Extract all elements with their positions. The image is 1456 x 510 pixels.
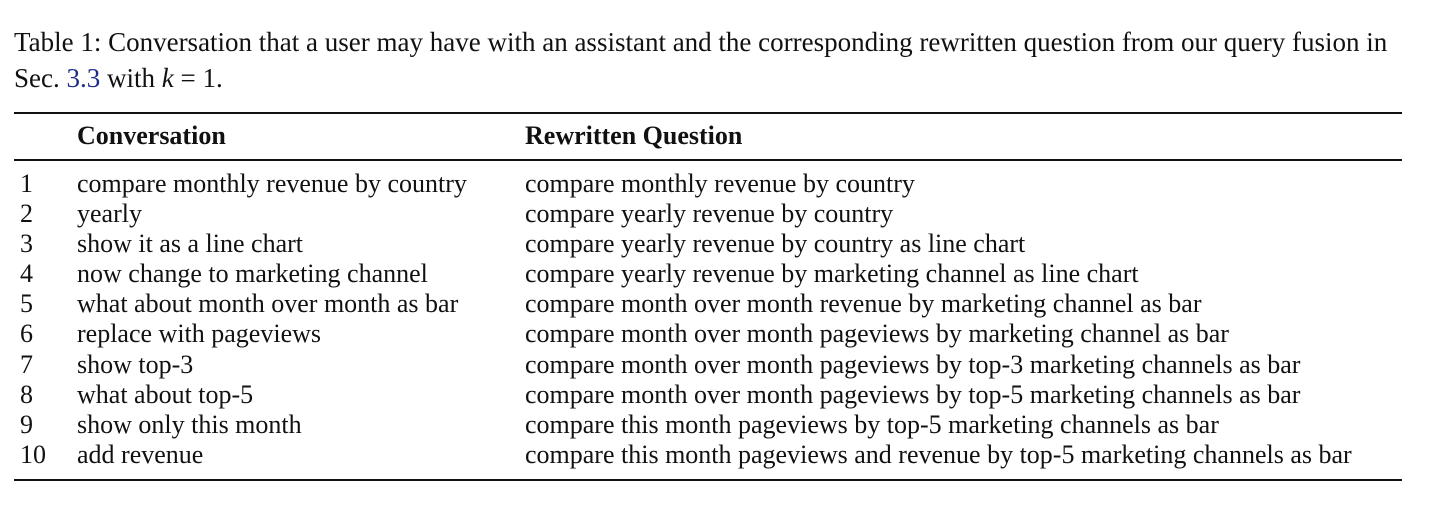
- caption-mid: with: [100, 63, 162, 93]
- table-row: [14, 289, 1402, 319]
- conversation-cell: compare monthly revenue by country: [77, 169, 467, 198]
- table-caption: [14, 24, 1414, 96]
- table-row: [14, 259, 1402, 289]
- rewritten-question-cell: compare yearly revenue by country: [525, 199, 894, 229]
- header-conversation: Conversation: [77, 121, 226, 150]
- rewritten-question-cell: compare this month pageviews and revenue by top-5 marketing channels as bar: [525, 439, 1352, 469]
- table-top-rule: [14, 112, 1402, 114]
- table-row: [14, 440, 1402, 470]
- rewritten-question-cell: compare month over month pageviews by top-5 marketing channels as bar: [525, 379, 1301, 409]
- row-number: 3: [20, 229, 33, 259]
- rewritten-question-cell: compare month over month pageviews by top-3 marketing channels as bar: [525, 349, 1301, 379]
- table-row: [14, 380, 1402, 410]
- table-row: [14, 350, 1402, 380]
- table-row: [14, 319, 1402, 349]
- section-reference-link[interactable]: 3.3: [66, 63, 101, 93]
- row-number: 6: [20, 319, 33, 349]
- table-body: [14, 169, 1402, 470]
- table-row: [14, 199, 1402, 229]
- rewritten-question-cell: compare yearly revenue by country as line chart: [525, 229, 1026, 259]
- rewritten-question-cell: compare monthly revenue by country: [525, 169, 915, 198]
- table-bottom-rule: [14, 479, 1402, 481]
- conversation-cell: show only this month: [77, 409, 302, 439]
- conversation-cell: show it as a line chart: [77, 229, 303, 259]
- conversation-cell: yearly: [77, 199, 142, 229]
- table-row: [14, 410, 1402, 440]
- table-row: [14, 229, 1402, 259]
- rewritten-question-cell: compare this month pageviews by top-5 marketing channels as bar: [525, 409, 1219, 439]
- caption-math-variable: k: [161, 63, 174, 93]
- conversation-cell: what about month over month as bar: [77, 289, 459, 319]
- row-number: 2: [20, 199, 33, 229]
- caption-prefix: Table 1: Conversation that a user may have with an assistant and the corresponding rewritten question from our query fusion in Sec.: [14, 27, 1388, 93]
- conversation-cell: now change to marketing channel: [77, 259, 428, 289]
- conversation-cell: what about top-5: [77, 379, 254, 409]
- conversation-cell: replace with pageviews: [77, 319, 322, 349]
- row-number: 8: [20, 379, 33, 409]
- rewritten-question-cell: compare yearly revenue by marketing channel as line chart: [525, 259, 1139, 289]
- conversation-cell: show top-3: [77, 349, 194, 379]
- row-number: 10: [20, 439, 46, 469]
- row-number: 4: [20, 259, 33, 289]
- rewritten-question-cell: compare month over month pageviews by marketing channel as bar: [525, 319, 1229, 349]
- row-number: 7: [20, 349, 33, 379]
- row-number: 5: [20, 289, 33, 319]
- row-number: 9: [20, 409, 33, 439]
- conversation-cell: add revenue: [77, 439, 204, 469]
- table-row: [14, 169, 1402, 199]
- row-number: 1: [20, 169, 33, 198]
- table-header-rule: [14, 159, 1402, 161]
- caption-suffix: = 1.: [173, 63, 223, 93]
- header-rewritten-question: Rewritten Question: [525, 121, 743, 150]
- rewritten-question-cell: compare month over month revenue by marketing channel as bar: [525, 289, 1202, 319]
